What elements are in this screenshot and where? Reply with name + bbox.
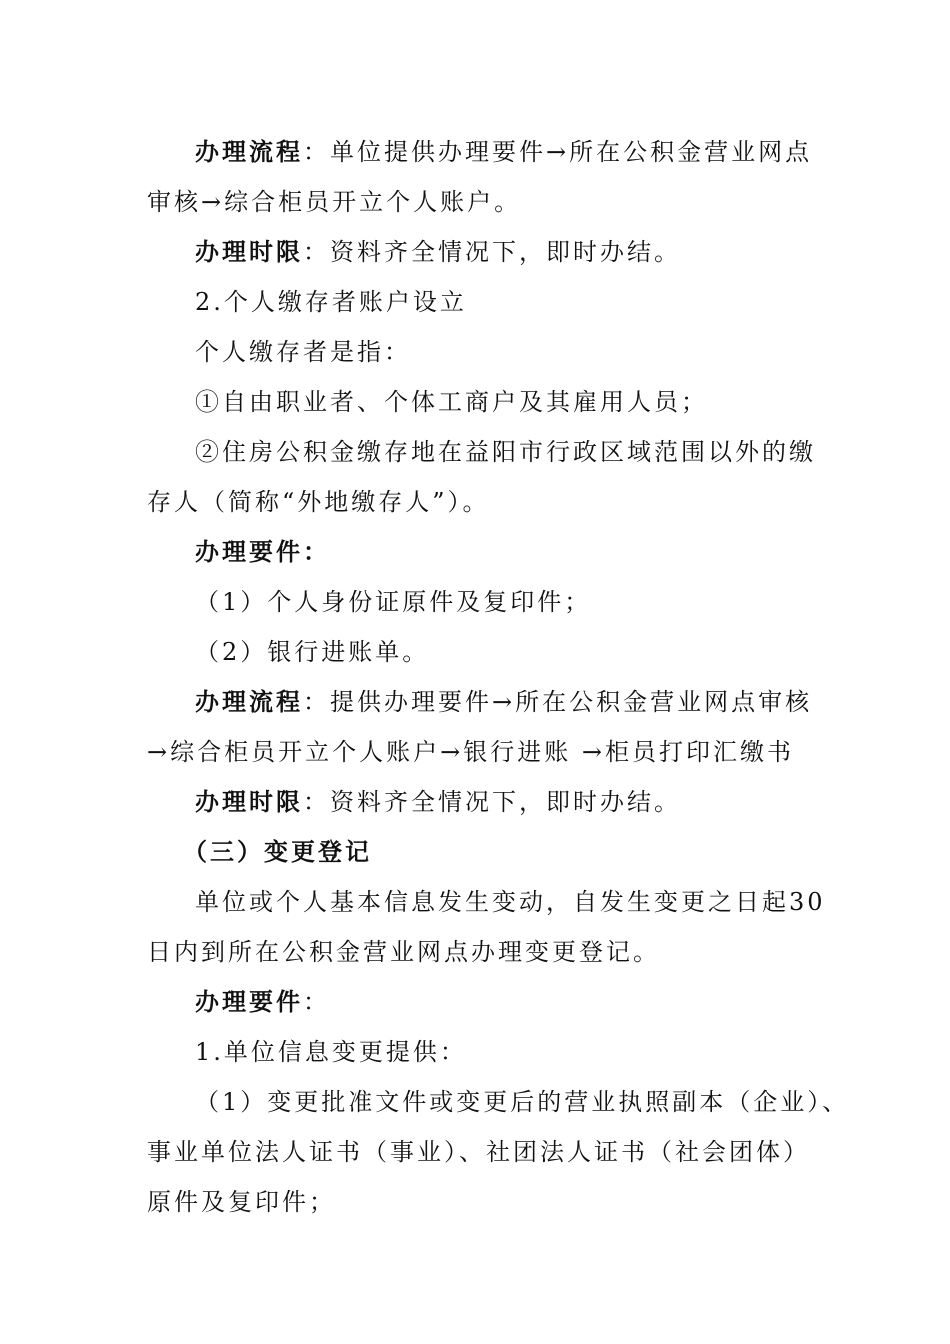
body-text: ②住房公积金缴存地在益阳市行政区域范围以外的缴 [195, 438, 816, 466]
time-limit-text: ：资料齐全情况下，即时办结。 [303, 238, 681, 266]
requirements-label: 办理要件 [195, 987, 303, 1016]
process-label: 办理流程 [195, 137, 303, 166]
body-text: 单位或个人基本信息发生变动，自发生变更之日起30 [195, 888, 826, 916]
time-limit-text: ：资料齐全情况下，即时办结。 [303, 788, 681, 816]
process-text: ：提供办理要件→所在公积金营业网点审核 [303, 688, 813, 716]
process-text: ：单位提供办理要件→所在公积金营业网点 [303, 138, 813, 166]
unit-change-item-1-cont-2 [147, 1187, 336, 1217]
body-text: 存人（简称“外地缴存人”）。 [147, 488, 490, 516]
unit-change-item-1-cont [147, 1137, 810, 1167]
requirements-heading-1 [195, 537, 330, 567]
time-limit-label: 办理时限 [195, 237, 303, 266]
time-limit-label: 办理时限 [195, 787, 303, 816]
unit-change-heading [195, 1037, 467, 1067]
definition-intro [195, 337, 411, 367]
unit-change-item-1 [195, 1087, 849, 1117]
definition-item-2 [195, 437, 816, 467]
process-line-2 [195, 687, 812, 717]
body-text: 2.个人缴存者账户设立 [195, 288, 467, 316]
body-text: 个人缴存者是指： [195, 338, 411, 366]
body-text: 原件及复印件； [147, 1188, 336, 1216]
body-text: 1.单位信息变更提供： [195, 1038, 467, 1066]
change-paragraph [195, 887, 826, 917]
body-text: 日内到所在公积金营业网点办理变更登记。 [147, 938, 660, 966]
definition-item-1 [195, 387, 708, 417]
time-limit-line-2 [195, 787, 681, 817]
subsection-heading-personal-account [195, 287, 467, 317]
body-text: （1）变更批准文件或变更后的营业执照副本（企业）、 [195, 1088, 850, 1116]
section-heading-change-registration [183, 837, 372, 867]
requirement-item-2 [195, 637, 429, 667]
body-text: ①自由职业者、个体工商户及其雇用人员； [195, 388, 708, 416]
requirements-colon: ： [303, 537, 330, 566]
process-line-1 [195, 137, 812, 167]
requirements-label: 办理要件 [195, 537, 303, 566]
change-paragraph-cont [147, 937, 660, 967]
body-text: 审核→综合柜员开立个人账户。 [147, 188, 522, 216]
definition-item-2-cont [147, 487, 490, 517]
body-text: （1）个人身份证原件及复印件； [195, 588, 592, 616]
section-heading: （三）变更登记 [183, 837, 372, 866]
body-text: （2）银行进账单。 [195, 638, 430, 666]
process-label: 办理流程 [195, 687, 303, 716]
requirement-item-1 [195, 587, 591, 617]
body-text: 事业单位法人证书（事业）、社团法人证书（社会团体） [147, 1138, 810, 1166]
time-limit-line-1 [195, 237, 681, 267]
process-line-1-cont [147, 187, 521, 217]
process-line-2-cont [147, 737, 794, 767]
requirements-colon: ： [303, 988, 330, 1016]
requirements-heading-2 [195, 987, 330, 1017]
body-text: →综合柜员开立个人账户→银行进账 →柜员打印汇缴书 [147, 738, 794, 766]
